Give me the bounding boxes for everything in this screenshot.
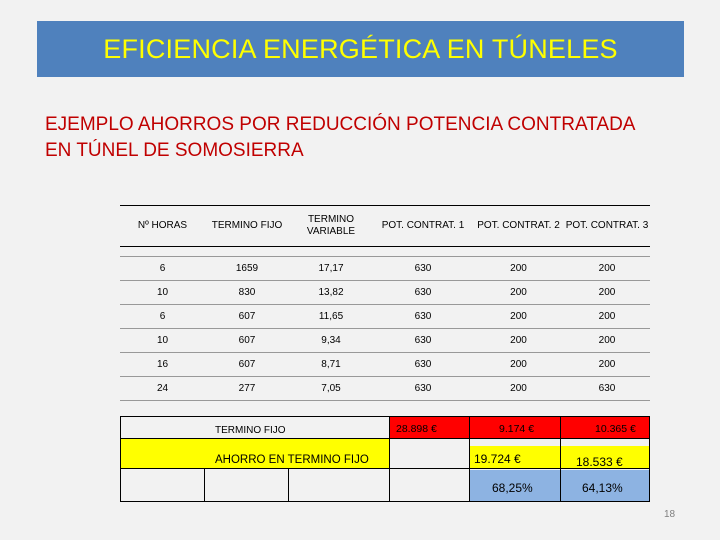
header-var-line1: TERMINO xyxy=(307,214,355,225)
totals-vline xyxy=(120,416,121,502)
tariff-table xyxy=(120,205,650,401)
cell: 630 xyxy=(564,377,650,401)
cell: 200 xyxy=(564,305,650,329)
header-termino-fijo: TERMINO FIJO xyxy=(205,206,289,247)
cell: 13,82 xyxy=(289,281,373,305)
cell: 24 xyxy=(120,377,205,401)
table-header-row xyxy=(120,206,650,247)
cell: 200 xyxy=(564,281,650,305)
table-gap-row xyxy=(120,247,650,257)
total-pot1: 28.898 € xyxy=(396,423,437,435)
cell: 10 xyxy=(120,281,205,305)
cell: 200 xyxy=(473,257,564,281)
total-pot3: 10.365 € xyxy=(595,423,636,435)
cell: 200 xyxy=(564,329,650,353)
cell: 1659 xyxy=(205,257,289,281)
subtitle-line-2: EN TÚNEL DE SOMOSIERRA xyxy=(45,140,304,161)
cell: 11,65 xyxy=(289,305,373,329)
cell: 277 xyxy=(205,377,289,401)
cell: 630 xyxy=(373,329,473,353)
termino-fijo-label: TERMINO FIJO xyxy=(215,425,286,436)
cell: 10 xyxy=(120,329,205,353)
header-termino-variable xyxy=(289,206,373,247)
cell: 607 xyxy=(205,305,289,329)
cell: 200 xyxy=(564,257,650,281)
header-horas: Nº HORAS xyxy=(120,206,205,247)
cell: 200 xyxy=(473,281,564,305)
table-row xyxy=(120,305,650,329)
cell: 8,71 xyxy=(289,353,373,377)
header-pot-2: POT. CONTRAT. 2 xyxy=(473,206,564,247)
cell: 200 xyxy=(473,305,564,329)
totals-line-low xyxy=(120,468,650,469)
cell: 630 xyxy=(373,257,473,281)
percent-pot3: 64,13% xyxy=(582,481,623,495)
cell: 607 xyxy=(205,353,289,377)
cell: 17,17 xyxy=(289,257,373,281)
header-pot-3: POT. CONTRAT. 3 xyxy=(564,206,650,247)
title-banner xyxy=(37,21,684,77)
cell: 16 xyxy=(120,353,205,377)
totals-vline xyxy=(389,416,390,502)
cell: 9,34 xyxy=(289,329,373,353)
ahorro-label: AHORRO EN TERMINO FIJO xyxy=(215,454,369,466)
ahorro-pot3: 18.533 € xyxy=(576,455,623,469)
cell: 607 xyxy=(205,329,289,353)
cell: 630 xyxy=(373,281,473,305)
cell: 6 xyxy=(120,305,205,329)
totals-vline xyxy=(288,468,289,501)
total-pot2: 9.174 € xyxy=(499,423,535,435)
totals-frame xyxy=(120,416,650,502)
page-title: EFICIENCIA ENERGÉTICA EN TÚNELES xyxy=(103,33,618,64)
subtitle-line-1: EJEMPLO AHORROS POR REDUCCIÓN POTENCIA CONTRATADA xyxy=(45,114,636,135)
cell: 630 xyxy=(373,377,473,401)
table-row xyxy=(120,353,650,377)
ahorro-pot2: 19.724 € xyxy=(474,452,521,466)
cell: 630 xyxy=(373,305,473,329)
header-pot-1: POT. CONTRAT. 1 xyxy=(373,206,473,247)
totals-line-bottom xyxy=(120,501,650,502)
page-number: 18 xyxy=(664,509,676,520)
cell: 630 xyxy=(373,353,473,377)
table-row xyxy=(120,329,650,353)
cell: 200 xyxy=(473,329,564,353)
cell: 200 xyxy=(473,353,564,377)
cell: 7,05 xyxy=(289,377,373,401)
cell: 200 xyxy=(473,377,564,401)
header-var-line2: VARIABLE xyxy=(306,226,356,237)
totals-vline xyxy=(649,416,650,502)
table-row xyxy=(120,377,650,401)
table-row xyxy=(120,281,650,305)
percent-pot2: 68,25% xyxy=(492,481,533,495)
cell: 830 xyxy=(205,281,289,305)
cell: 6 xyxy=(120,257,205,281)
table-row xyxy=(120,257,650,281)
totals-line-top xyxy=(120,416,650,417)
totals-line-mid xyxy=(120,438,650,439)
subtitle xyxy=(45,112,705,164)
totals-vline xyxy=(560,416,561,502)
totals-vline xyxy=(204,468,205,501)
totals-vline xyxy=(469,416,470,502)
cell: 200 xyxy=(564,353,650,377)
